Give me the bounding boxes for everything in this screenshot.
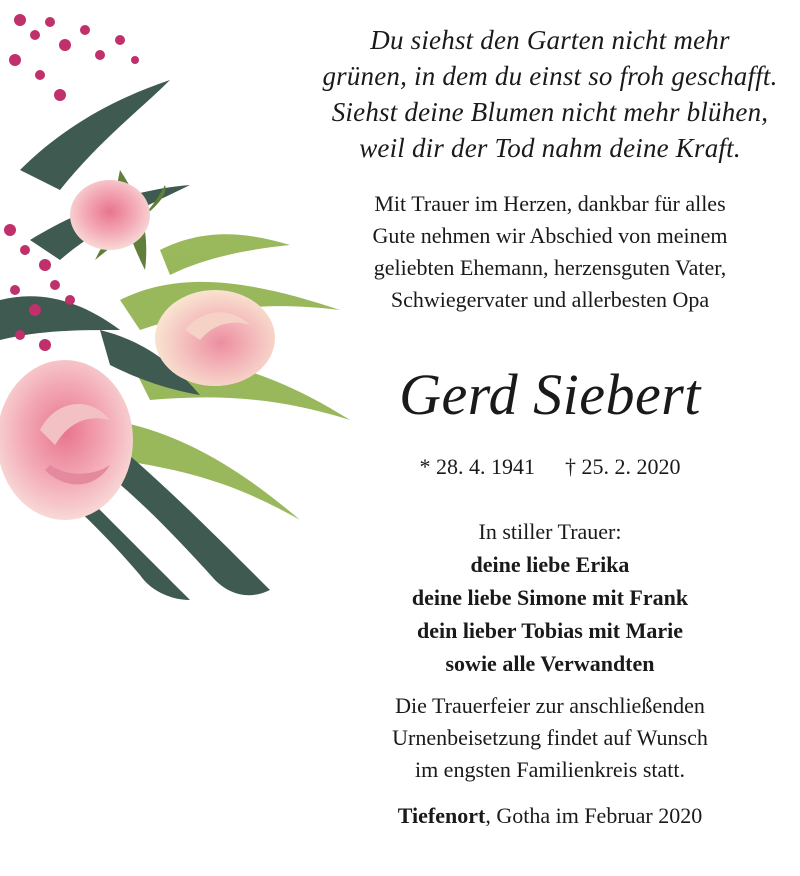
- funeral-notice: [300, 690, 800, 786]
- mourner: deine liebe Erika: [470, 552, 630, 577]
- mourner: sowie alle Verwandten: [445, 651, 655, 676]
- rose-large: [0, 360, 133, 520]
- rose-middle: [155, 290, 275, 386]
- poem-line: Siehst deine Blumen nicht mehr blühen,: [331, 97, 769, 127]
- mourner: deine liebe Simone mit Frank: [411, 585, 689, 610]
- text-column: [300, 22, 800, 832]
- notice-line: im engsten Familienkreis statt.: [414, 757, 686, 782]
- place-rest: , Gotha im Februar 2020: [485, 803, 703, 828]
- notice-line: Die Trauerfeier zur anschließenden: [395, 693, 705, 718]
- intro-text: [300, 188, 800, 316]
- place-and-date: [300, 800, 800, 832]
- intro-line: geliebten Ehemann, herzensguten Vater,: [373, 255, 727, 280]
- poem-line: weil dir der Tod nahm deine Kraft.: [359, 133, 741, 163]
- town-name: Tiefenort: [397, 803, 486, 828]
- poem-line: Du siehst den Garten nicht mehr: [370, 25, 730, 55]
- life-dates: [300, 452, 800, 482]
- mourner: dein lieber Tobias mit Marie: [416, 618, 684, 643]
- poem: [300, 22, 800, 166]
- rose-top: [70, 180, 150, 250]
- mourning-heading: In stiller Trauer:: [478, 519, 622, 544]
- birth-date: * 28. 4. 1941: [419, 454, 535, 479]
- mourners-list: [300, 548, 800, 680]
- deceased-name: Gerd Siebert: [399, 362, 701, 427]
- intro-line: Schwiegervater und allerbesten Opa: [390, 287, 710, 312]
- notice-line: Urnenbeisetzung findet auf Wunsch: [392, 725, 708, 750]
- death-date: † 25. 2. 2020: [565, 454, 681, 479]
- intro-line: Gute nehmen wir Abschied von meinem: [372, 223, 728, 248]
- intro-line: Mit Trauer im Herzen, dankbar für alles: [374, 191, 726, 216]
- poem-line: grünen, in dem du einst so froh geschafft.: [322, 61, 778, 91]
